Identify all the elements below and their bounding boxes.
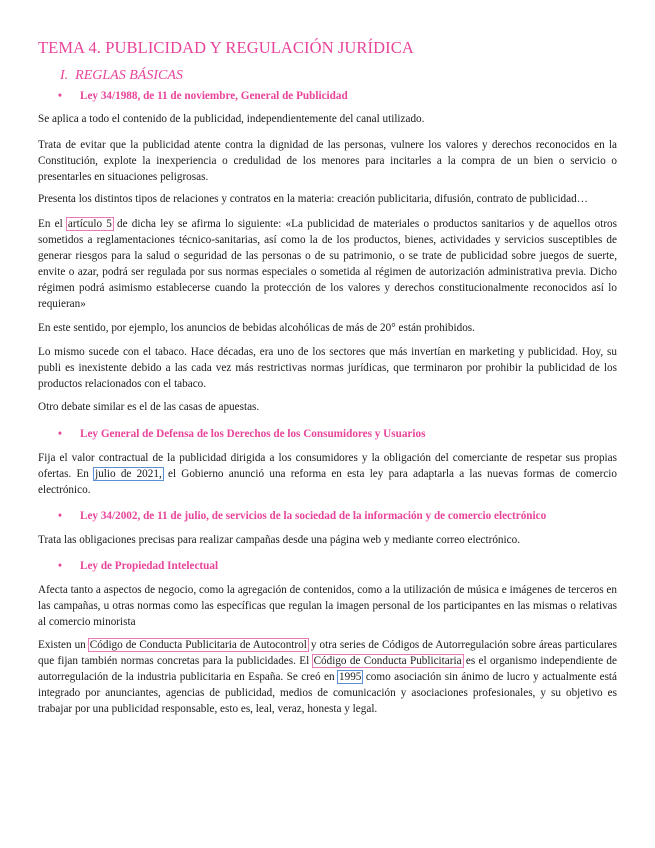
bullet-heading-ley-consumidores: • Ley General de Defensa de los Derechos de los Consumidores y Usuarios xyxy=(58,428,426,440)
highlight-julio-2021: julio de 2021, xyxy=(95,467,162,480)
paragraph: En el artículo 5 de dicha ley se afirma lo siguiente: «La publicidad de materiales o productos sanitarios y de aquellos otros sometidos a reglamentaciones técnico-sanitarias, así como la de los productos, bienes, actividades y servicios susceptibles de generar riesgos para la salud o seguridad de las personas o de su patrimonio, o se trate de publicidad sobre juegos de suerte, envite o azar, podrá ser regulada por sus normas especiales o sometida al régimen de autorización administrativa previa. Dicho régimen podrá asimismo establecerse cuando la protección de los valores y derechos constitucionalmente reconocidos así lo requieran» xyxy=(38,218,617,310)
paragraph: Afecta tanto a aspectos de negocio, como la agregación de contenidos, como a la utilización de música e imágenes de terceros en las campañas, u otras normas como las específicas que regulan la imagen personal de los participantes en las mismas o relativas al comercio minorista xyxy=(38,584,617,628)
bullet-icon: • xyxy=(58,510,62,522)
paragraph: Existen un Código de Conducta Publicitaria de Autocontrol y otra series de Códigos de Autorregulación sobre áreas particulares que fijan también normas concretas para la publicidades. El Código de Conducta Publicitaria es el organismo independiente de autorregulación de la industria publicitaria en España. Se creó en 1995 como asociación sin ánimo de lucro y actualmente está integrado por anunciantes, agencias de publicidad, medios de comunicación y asociaciones profesionales, y su objetivo es trabajar por una publicidad responsable, esto es, leal, veraz, honesta y legal. xyxy=(38,639,618,715)
section-heading: I. REGLAS BÁSICAS xyxy=(60,68,183,83)
highlight-codigo-autocontrol: Código de Conducta Publicitaria de Autocontrol xyxy=(89,639,307,651)
highlight-1995: 1995 xyxy=(339,670,362,683)
bullet-heading-ley-general-publicidad: • Ley 34/1988, de 11 de noviembre, General de Publicidad xyxy=(58,90,348,102)
highlight-articulo-5: artículo 5 xyxy=(67,218,112,230)
paragraph: Presenta los distintos tipos de relaciones y contratos en la materia: creación publicitaria, difusión, contrato de publicidad… xyxy=(38,193,588,205)
bullet-icon: • xyxy=(58,428,62,440)
page-title: TEMA 4. PUBLICIDAD Y REGULACIÓN JURÍDICA xyxy=(38,38,414,57)
bullet-icon: • xyxy=(58,560,62,572)
paragraph: Se aplica a todo el contenido de la publicidad, independientemente del canal utilizado. xyxy=(38,113,425,125)
bullet-heading-propiedad-intelectual: • Ley de Propiedad Intelectual xyxy=(58,560,219,572)
paragraph: Otro debate similar es el de las casas de apuestas. xyxy=(38,401,260,413)
paragraph: Fija el valor contractual de la publicidad dirigida a los consumidores y la obligación del comerciante de respetar sus propias ofertas. En julio de 2021, el Gobierno anunció una reforma en esta ley para adaptarla a las nuevas formas de comercio electrónico. xyxy=(38,452,617,496)
paragraph: En este sentido, por ejemplo, los anuncios de bebidas alcohólicas de más de 20° están prohibidos. xyxy=(38,322,475,334)
paragraph: Trata de evitar que la publicidad atente contra la dignidad de las personas, vulnere los valores y derechos reconocidos en la Constitución, explote la inexperiencia o credulidad de los menores para incitarles a la compra de un bien o servicio o presentarles en situaciones peligrosas. xyxy=(38,139,617,183)
bullet-heading-ley-lssi: • Ley 34/2002, de 11 de julio, de servicios de la sociedad de la información y de comercio electrónico xyxy=(58,510,547,522)
highlight-codigo-conducta: Código de Conducta Publicitaria xyxy=(313,654,462,667)
bullet-icon: • xyxy=(58,90,62,102)
paragraph: Lo mismo sucede con el tabaco. Hace décadas, era uno de los sectores que más invertían en marketing y publicidad. Hoy, su publi es inexistente debido a las cada vez más restrictivas normas jurídicas, que terminaron por prohibir la publicidad de los productos relacionados con el tabaco. xyxy=(38,346,617,390)
paragraph: Trata las obligaciones precisas para realizar campañas desde una página web y mediante correo electrónico. xyxy=(38,534,520,546)
